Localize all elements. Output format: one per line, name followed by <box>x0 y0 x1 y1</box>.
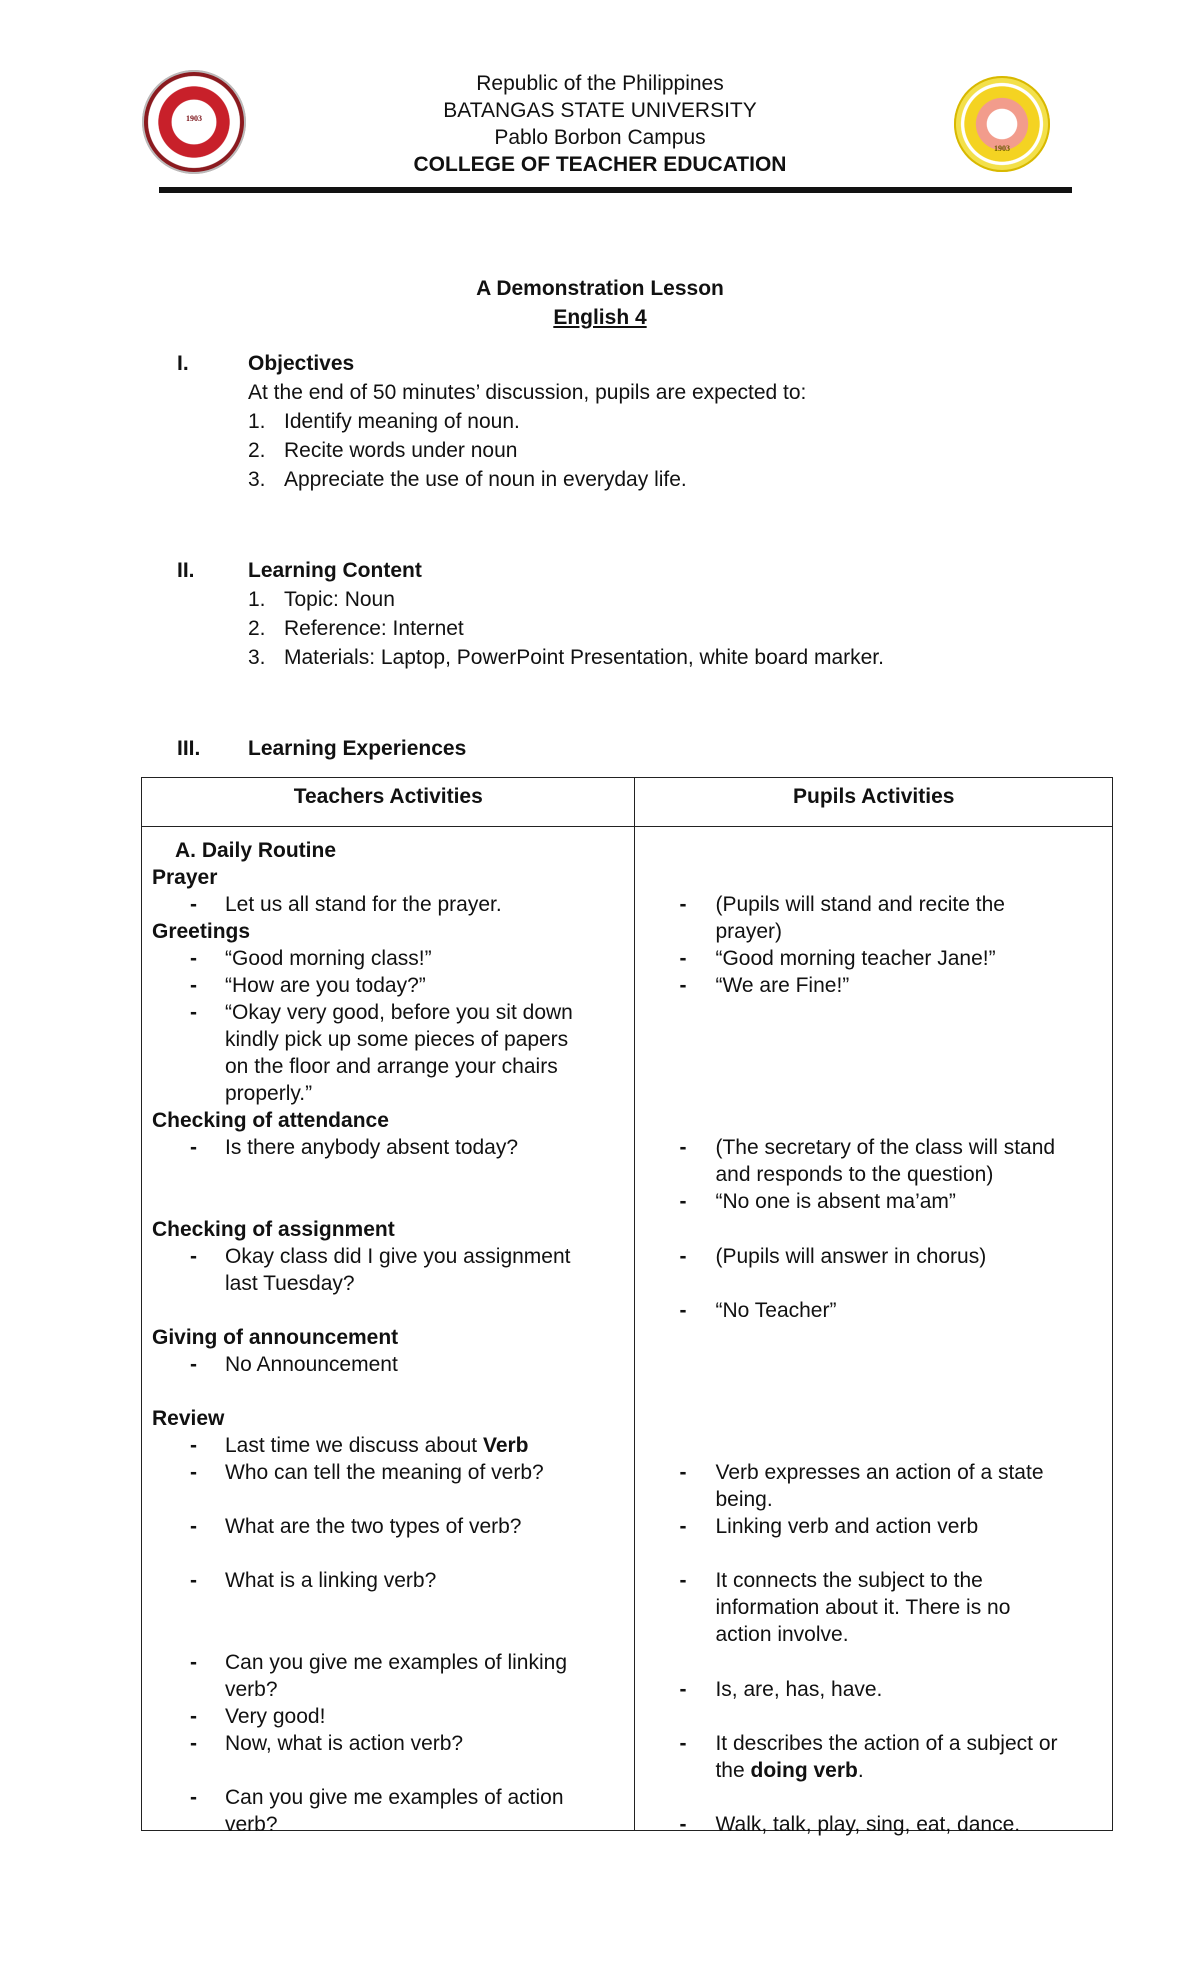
teacher-line: last Tuesday? <box>225 1272 355 1295</box>
seal-year: 1903 <box>994 144 1010 153</box>
teacher-line: verb? <box>225 1813 278 1836</box>
section-title-learning-content: Learning Content <box>248 559 422 582</box>
teacher-line: What are the two types of verb? <box>225 1515 522 1538</box>
bullet-dash: - <box>679 1190 687 1213</box>
pupil-line: information about it. There is no <box>715 1596 1011 1619</box>
bullet-dash: - <box>679 1136 687 1159</box>
bullet-dash: - <box>190 1569 197 1592</box>
teacher-line: on the floor and arrange your chairs <box>225 1055 558 1078</box>
bullet-dash: - <box>679 1678 687 1701</box>
teacher-line: kindly pick up some pieces of papers <box>225 1028 569 1051</box>
header-divider <box>159 187 1072 193</box>
bullet-dash: - <box>190 1434 197 1457</box>
pupil-activities-cell <box>635 827 1113 1836</box>
table-row <box>142 827 1113 1831</box>
teacher-line: Who can tell the meaning of verb? <box>225 1461 544 1484</box>
pupil-line: It describes the action of a subject or <box>715 1732 1058 1755</box>
bullet-dash: - <box>190 1705 197 1728</box>
subject-underlined: English 4 <box>553 306 647 329</box>
objective-item: 3. Appreciate the use of noun in everyday life. <box>248 468 687 491</box>
column-header-pupils: Pupils Activities <box>635 778 1113 827</box>
document-title: A Demonstration Lesson <box>476 277 724 300</box>
learning-experiences-table <box>141 777 1113 1836</box>
table-header-row <box>142 778 1113 827</box>
pupil-line: being. <box>715 1488 773 1511</box>
teacher-line: verb? <box>225 1678 278 1701</box>
teacher-line: Now, what is action verb? <box>225 1732 464 1755</box>
column-header-teachers: Teachers Activities <box>142 778 635 827</box>
section-numeral: I. <box>177 352 189 375</box>
attendance-heading: Checking of attendance <box>152 1109 389 1132</box>
header-university: BATANGAS STATE UNIVERSITY <box>443 99 757 122</box>
pupil-line: (Pupils will answer in chorus) <box>715 1245 987 1268</box>
pupil-line: (The secretary of the class will stand <box>715 1136 1056 1159</box>
section-title-learning-experiences: Learning Experiences <box>248 737 467 760</box>
pupil-line: Linking verb and action verb <box>715 1515 979 1538</box>
teacher-line: properly.” <box>225 1082 313 1105</box>
bullet-dash: - <box>190 1732 197 1755</box>
teacher-line: Very good! <box>225 1705 326 1728</box>
teacher-line: What is a linking verb? <box>225 1569 437 1592</box>
bullet-dash: - <box>190 1001 197 1024</box>
seal-year: 1903 <box>186 114 202 123</box>
header-college: COLLEGE OF TEACHER EDUCATION <box>413 153 787 176</box>
teacher-line: Is there anybody absent today? <box>225 1136 519 1159</box>
bullet-dash: - <box>679 1569 687 1592</box>
teacher-line: “Okay very good, before you sit down <box>225 1001 573 1024</box>
bullet-dash: - <box>190 1786 197 1809</box>
document-subject <box>0 304 1200 331</box>
review-heading: Review <box>152 1407 225 1430</box>
pupil-line: Is, are, has, have. <box>715 1678 883 1701</box>
bullet-dash: - <box>190 893 197 916</box>
teacher-line: Last time we discuss about Verb <box>225 1434 529 1457</box>
greetings-heading: Greetings <box>152 920 251 943</box>
teacher-line: Let us all stand for the prayer. <box>225 893 502 916</box>
bullet-dash: - <box>679 1461 687 1484</box>
teacher-activities-cell <box>142 827 635 1836</box>
bullet-dash: - <box>679 974 687 997</box>
bullet-dash: - <box>190 1461 197 1484</box>
bullet-dash: - <box>679 1515 687 1538</box>
bullet-dash: - <box>679 1732 687 1755</box>
pupil-line: “We are Fine!” <box>715 974 850 997</box>
assignment-heading: Checking of assignment <box>152 1218 395 1241</box>
pupil-line: It connects the subject to the <box>715 1569 983 1592</box>
objectives-intro: At the end of 50 minutes’ discussion, pupils are expected to: <box>248 381 807 404</box>
content-item: 3. Materials: Laptop, PowerPoint Presentation, white board marker. <box>248 646 884 669</box>
pupil-line: and responds to the question) <box>715 1163 994 1186</box>
bullet-dash: - <box>190 1651 197 1674</box>
pupil-line: Walk, talk, play, sing, eat, dance. <box>715 1813 1021 1836</box>
pupil-line: Verb expresses an action of a state <box>715 1461 1044 1484</box>
bullet-dash: - <box>190 1245 197 1268</box>
teacher-line: Okay class did I give you assignment <box>225 1245 571 1268</box>
header-republic: Republic of the Philippines <box>476 72 724 95</box>
teacher-line: Can you give me examples of linking <box>225 1651 568 1674</box>
bullet-dash: - <box>679 1245 687 1268</box>
pupil-line: prayer) <box>715 920 782 943</box>
teacher-line: Can you give me examples of action <box>225 1786 564 1809</box>
section-title-objectives: Objectives <box>248 352 355 375</box>
objective-item: 2. Recite words under noun <box>248 439 518 462</box>
teacher-line: No Announcement <box>225 1353 398 1376</box>
pupil-line: “No Teacher” <box>715 1299 837 1322</box>
pupil-line: “Good morning teacher Jane!” <box>715 947 996 970</box>
content-item: 2. Reference: Internet <box>248 617 464 640</box>
bullet-dash: - <box>679 947 687 970</box>
objective-item: 1. Identify meaning of noun. <box>248 410 520 433</box>
daily-routine-heading: A. Daily Routine <box>175 839 337 862</box>
pupil-line: “No one is absent ma’am” <box>715 1190 956 1213</box>
bullet-dash: - <box>679 1813 687 1836</box>
pupil-line: (Pupils will stand and recite the <box>715 893 1005 916</box>
content-item: 1. Topic: Noun <box>248 588 395 611</box>
prayer-heading: Prayer <box>152 866 218 889</box>
bullet-dash: - <box>190 1515 197 1538</box>
teacher-line: “Good morning class!” <box>225 947 432 970</box>
bullet-dash: - <box>679 1299 687 1322</box>
bullet-dash: - <box>679 893 687 916</box>
header-campus: Pablo Borbon Campus <box>494 126 706 149</box>
pupil-line: the doing verb. <box>715 1759 864 1782</box>
bullet-dash: - <box>190 947 197 970</box>
section-numeral: II. <box>177 559 195 582</box>
announcement-heading: Giving of announcement <box>152 1326 399 1349</box>
pupil-line: action involve. <box>715 1623 849 1646</box>
teacher-line: “How are you today?” <box>225 974 426 997</box>
bullet-dash: - <box>190 1353 197 1376</box>
bullet-dash: - <box>190 974 197 997</box>
bullet-dash: - <box>190 1136 197 1159</box>
section-numeral: III. <box>177 737 201 760</box>
